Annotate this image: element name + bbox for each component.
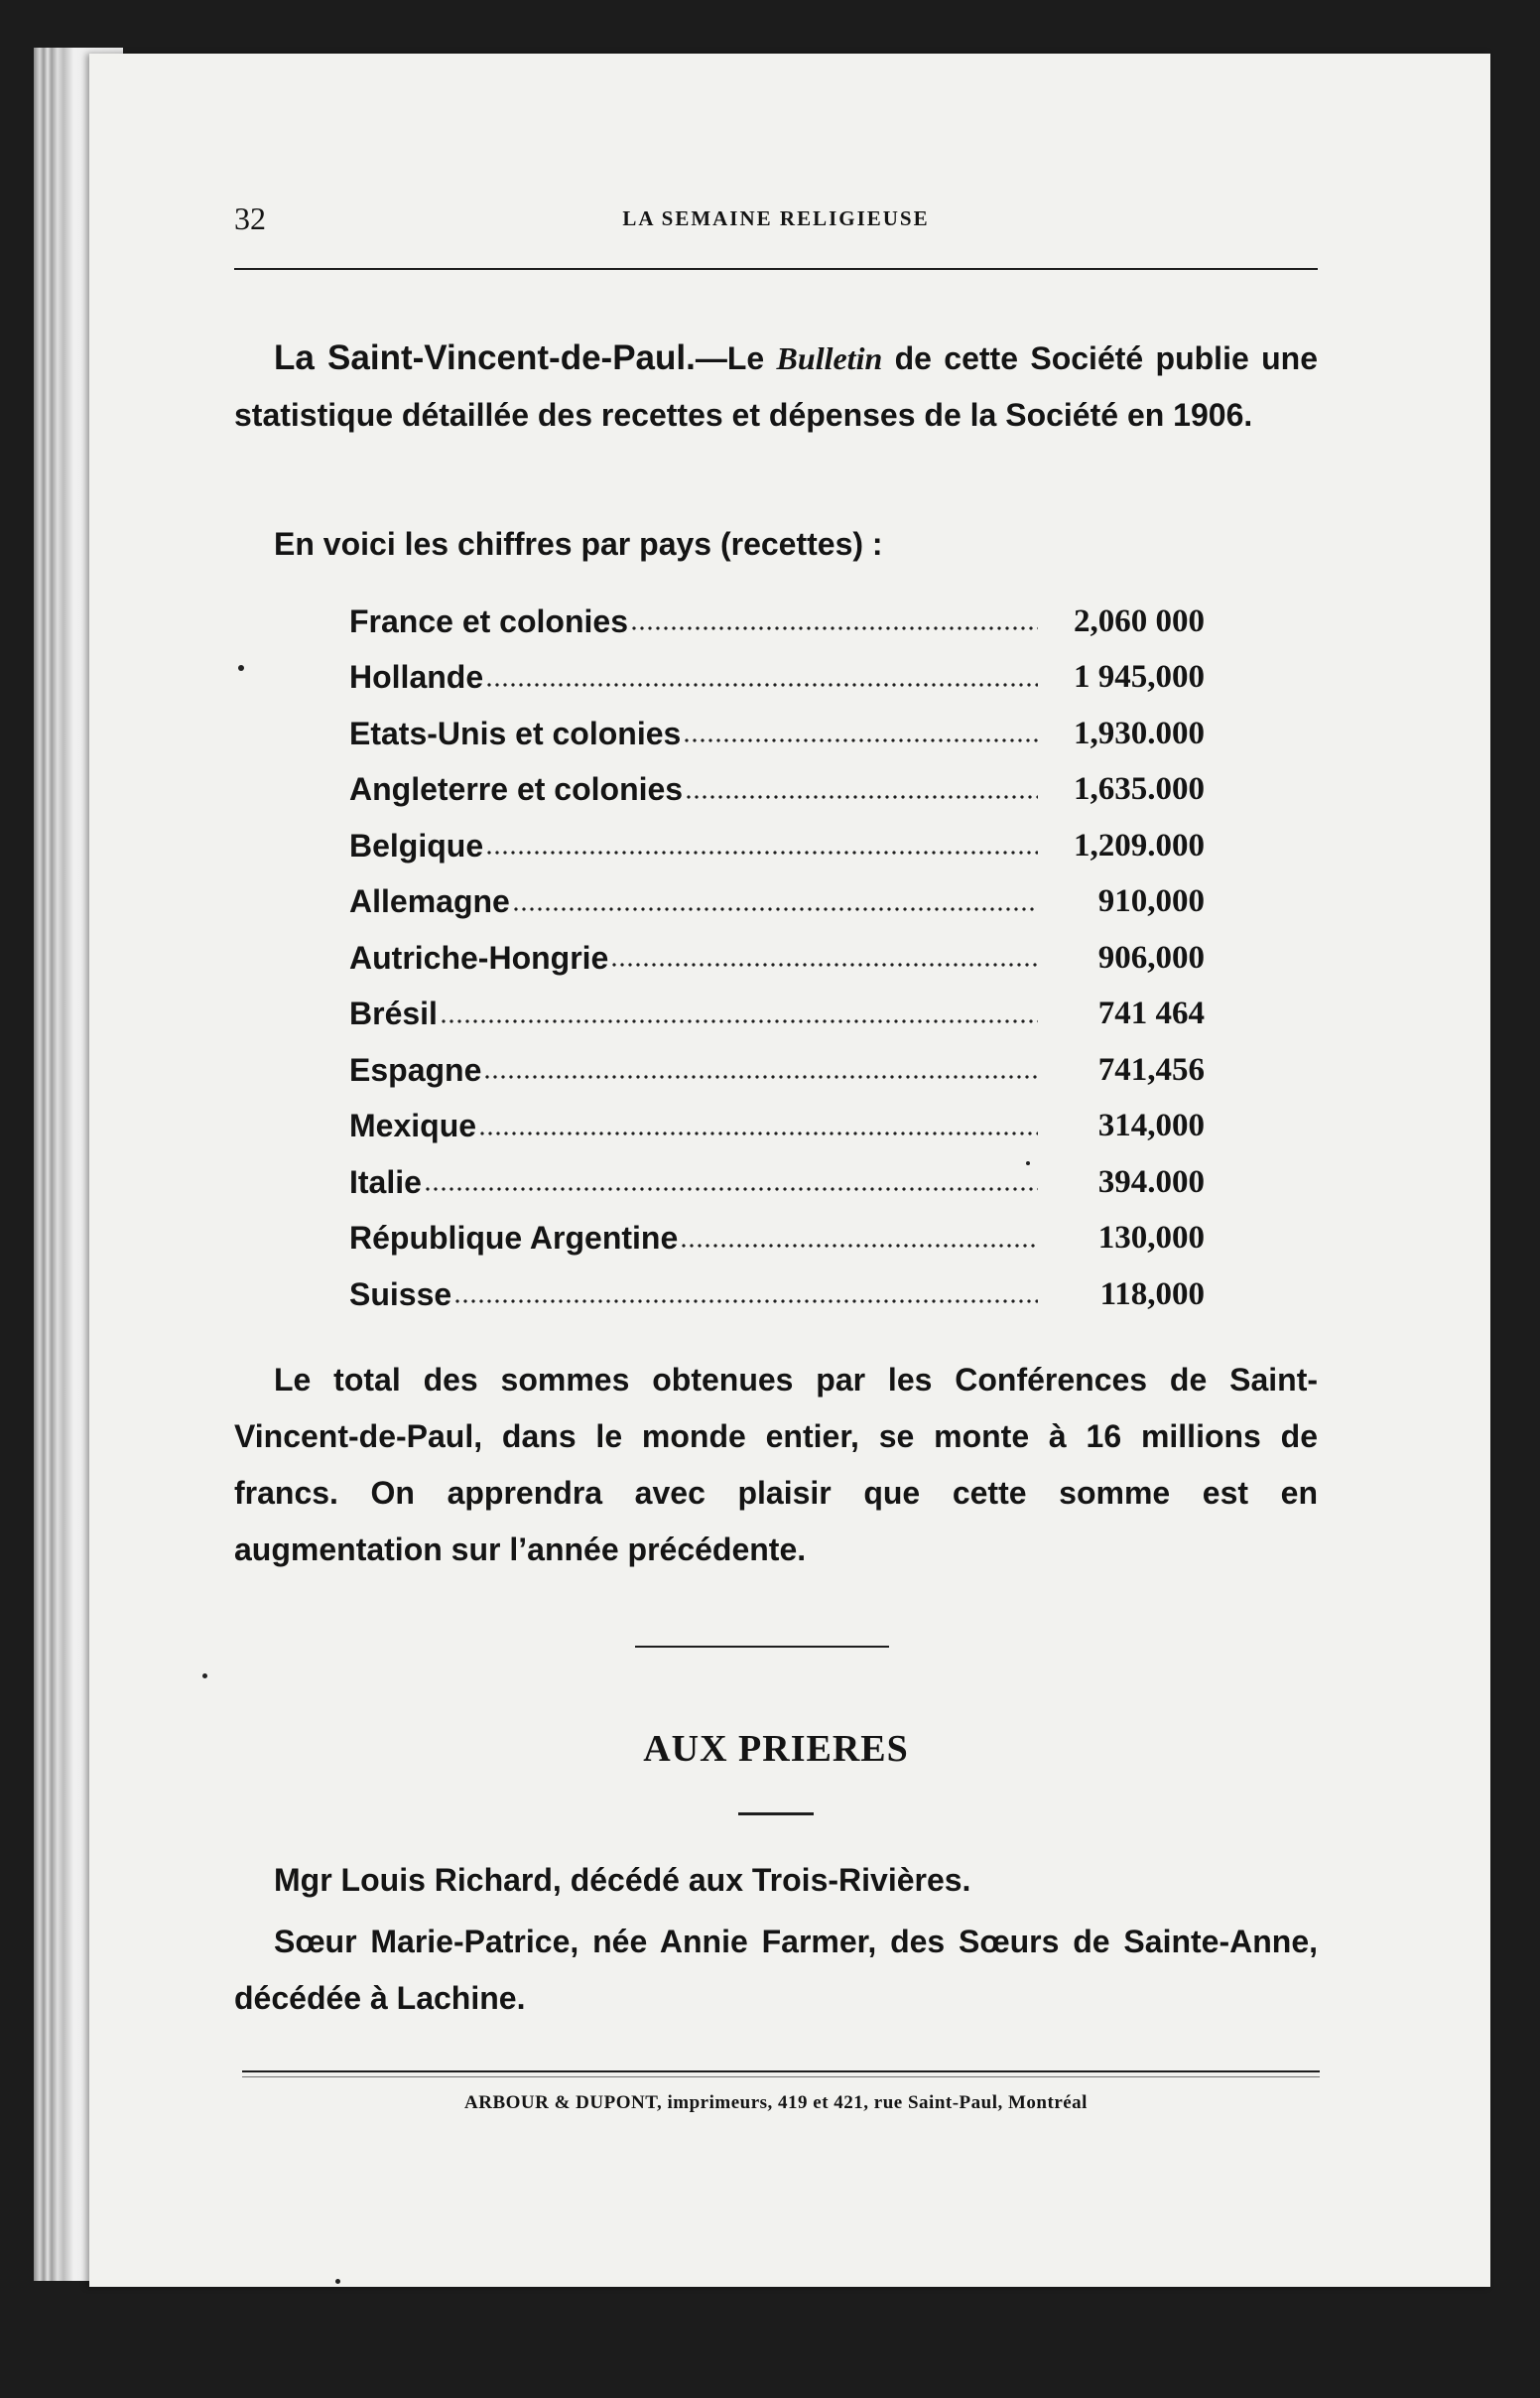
section-divider [635,1646,889,1648]
print-speck [238,665,244,671]
receipts-table [349,594,1205,1323]
country-name: Allemagne [349,883,510,920]
page-header [234,199,1318,238]
footer-rule [242,2070,1320,2072]
amount: 910,000 [1097,883,1205,920]
article-title: La Saint-Vincent-de-Paul. [274,338,696,377]
amount: 1,930.000 [1074,715,1205,751]
amount: 118,000 [1099,1275,1205,1312]
article-intro: La Saint-Vincent-de-Paul.—Le Bulletin de cette Société publie une statistique détaillée des recettes et dépenses de la Société en 1906. [234,338,1319,433]
table-row [349,874,1205,931]
amount: 741 464 [1097,996,1205,1032]
country-name: Mexique [349,1108,477,1144]
amount: 741,456 [1097,1051,1205,1088]
country-name: République Argentine [349,1220,679,1257]
print-speck [335,2279,340,2284]
amount: 1,209.000 [1074,827,1205,864]
print-speck [202,1673,207,1678]
section-heading: AUX PRIERES [643,1728,909,1770]
heading-underline [738,1812,814,1815]
table-row [349,650,1205,707]
table-row [349,762,1205,819]
print-speck [1026,1161,1030,1165]
table-row [349,594,1205,650]
amount: 1,635.000 [1074,771,1205,808]
page-number: 32 [234,200,266,236]
table-lead-in: En voici les chiffres par pays (recettes) : [274,526,883,562]
amount: 906,000 [1097,939,1205,976]
printer-imprint: ARBOUR & DUPONT, imprimeurs, 419 et 421, rue Saint-Paul, Montréal [464,2092,1088,2113]
country-name: Etats-Unis et colonies [349,715,682,751]
amount: 314,000 [1097,1108,1205,1144]
table-row [349,987,1205,1043]
prayer-entry: Sœur Marie-Patrice, née Annie Farmer, des Sœurs de Sainte-Anne, décédée à Lachine. [234,1924,1318,2016]
prayer-entry: Mgr Louis Richard, décédé aux Trois-Rivières. [274,1862,971,1898]
publication-name: Bulletin [776,340,883,376]
table-row [349,1042,1205,1099]
country-name: Italie [349,1163,422,1200]
amount: 130,000 [1097,1220,1205,1257]
table-row [349,1211,1205,1267]
footer-rule-thin [242,2076,1320,2077]
country-name: Brésil [349,996,438,1032]
country-name: Autriche-Hongrie [349,939,609,976]
amount: 1 945,000 [1074,659,1205,696]
article-conclusion: Le total des sommes obtenues par les Conférences de Saint-Vincent-de-Paul, dans le monde entier, se monte à 16 millions de francs. On apprendra avec plaisir que cette somme est en augmentation sur l’année précédente. [234,1362,1318,1567]
header-rule [234,268,1318,270]
amount: 394.000 [1097,1163,1205,1200]
table-row [349,1099,1205,1155]
country-name: Espagne [349,1051,482,1088]
table-row [349,930,1205,987]
country-name: France et colonies [349,602,628,639]
country-name: Suisse [349,1275,452,1312]
country-name: Angleterre et colonies [349,771,684,808]
table-row [349,1154,1205,1211]
table-row [349,706,1205,762]
table-row [349,1266,1205,1323]
running-title: LA SEMAINE RELIGIEUSE [622,206,930,230]
country-name: Hollande [349,659,484,696]
amount: 2,060 000 [1074,602,1205,639]
table-row [349,818,1205,874]
country-name: Belgique [349,827,484,864]
